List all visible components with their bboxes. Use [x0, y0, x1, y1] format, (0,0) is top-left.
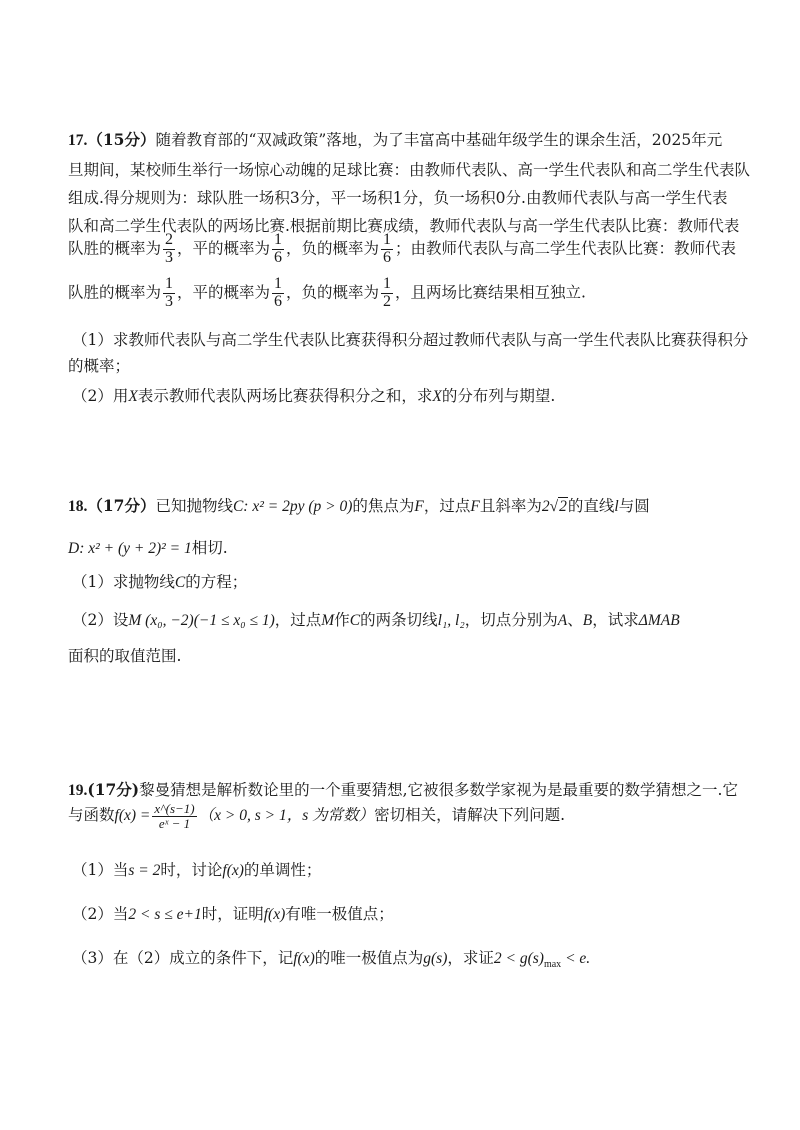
q17-text-5d: ；由教师代表队与高二学生代表队比赛：教师代表 [395, 239, 737, 258]
q18-slope: 2√2 [541, 498, 567, 515]
q18-parabola: C: x² = 2py (p > 0) [232, 498, 353, 515]
q17-number: 17. [68, 132, 88, 149]
q18-points: （17分） [87, 496, 156, 515]
q19-part-1: （1）当s = 2时，讨论f(x)的单调性； [72, 861, 322, 879]
q17-line-4: 队和高二学生代表队的两场比赛.根据前期比赛成绩，教师代表队与高一学生代表队比赛：教师代表 [68, 217, 740, 235]
fraction-1-6: $\frac{1}{6}$ [274, 275, 283, 310]
q18-number: 18. [68, 498, 88, 515]
fraction-1-6: $\frac{1}{6}$ [383, 231, 392, 266]
q17-text-6b: ，平的概率为 [177, 283, 271, 302]
q19-line-1: 19.(17分)黎曼猜想是解析数论里的一个重要猜想,它被很多数学家视为是最重要的数学猜想之一.它 [68, 780, 738, 799]
fraction-1-6: $\frac{1}{6}$ [274, 231, 283, 266]
q19-function-fraction: $\frac{x\^{}(s-1)}{\text{eˣ − 1}}$ [154, 801, 195, 831]
q17-text-6d: ，且两场比赛结果相互独立. [395, 283, 586, 302]
q17-points: （15分） [87, 130, 156, 149]
q18-part-2-cont: 面积的取值范围. [68, 647, 182, 665]
q17-text-6a: 队胜的概率为 [68, 283, 162, 302]
q19-number: 19. [68, 782, 88, 799]
fraction-1-2: $\frac{1}{2}$ [383, 275, 392, 310]
fraction-2-3: $\frac{2}{3}$ [165, 231, 174, 266]
q17-line-2: 旦期间，某校师生举行一场惊心动魄的足球比赛：由教师代表队、高一学生代表队和高二学生代表队 [68, 161, 751, 179]
q17-text-5a: 队胜的概率为 [68, 239, 162, 258]
q19-points: (17分) [87, 780, 140, 799]
q18-line-2: D: x² + (y + 2)² = 1相切. [68, 539, 228, 557]
q19-part-3: （3）在（2）成立的条件下，记f(x)的唯一极值点为g(s)，求证$2 < g(s)_{max} < e$. [72, 949, 591, 971]
q18-circle: D: x² + (y + 2)² = 1 [68, 540, 192, 557]
q17-part-1-cont: 的概率； [68, 357, 131, 375]
fraction-1-3: $\frac{1}{3}$ [165, 275, 174, 310]
q17-line-1 [68, 128, 722, 150]
q17-text-5c: ，负的概率为 [286, 239, 380, 258]
q17-line-3: 组成.得分规则为：球队胜一场积3分，平一场积1分，负一场积0分.由教师代表队与高一学生代表 [68, 189, 728, 207]
q17-part-1: （1）求教师代表队与高二学生代表队比赛获得积分超过教师代表队与高一学生代表队比赛获得积分 [72, 331, 749, 349]
q17-text-6c: ，负的概率为 [286, 283, 380, 302]
q17-text-5b: ，平的概率为 [177, 239, 271, 258]
q17-part-2: （2）用X表示教师代表队两场比赛获得积分之和，求X的分布列与期望. [72, 387, 556, 405]
q19-line-2: 与函数f(x) = $\frac{x\^{}(s-1)}{\text{eˣ − 1}}$ （x > 0, s > 1，s 为常数）密切相关，请解决下列问题. [68, 801, 566, 831]
q18-part-1: （1）求抛物线C的方程； [72, 573, 248, 591]
q18-line-1: 18.（17分）已知抛物线C: x² = 2py (p > 0)的焦点为F，过点F且斜率为2√2的直线l与圆 [68, 496, 650, 515]
q18-part-2: （2）设M (x₀, −2)(−1 ≤ x₀ ≤ 1)，过点M作C的两条切线l₁, l₂，切点分别为A、B，试求ΔMAB [72, 611, 680, 629]
q19-part-2: （2）当2 < s ≤ e+1时，证明f(x)有唯一极值点； [72, 905, 394, 923]
q17-text-1: 随着教育部的“双减政策”落地，为了丰富高中基础年级学生的课余生活，2025年元 [155, 131, 723, 149]
q17-line-6 [68, 276, 586, 311]
q17-line-5 [68, 232, 736, 267]
